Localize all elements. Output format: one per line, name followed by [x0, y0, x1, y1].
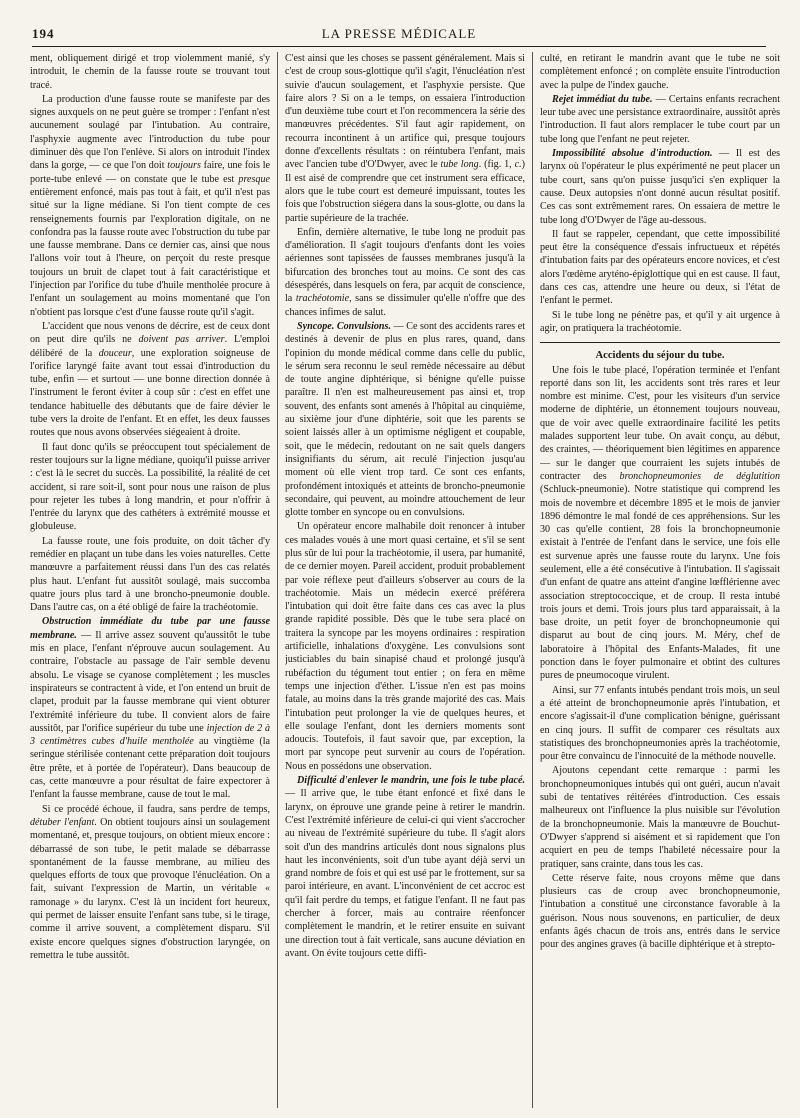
paragraph	[540, 52, 780, 92]
paragraph	[30, 52, 270, 92]
body-text: Cette réserve faite, nous croyons même que dans plusieurs cas de croup avec bronchopneumonie, l'intubation a constitué une circonstance favorable à la guérison. Nous nous souvenons, en particulier, de deux enfants âgés chacun de trois ans, entrés dans le service pour des angines graves (à bacille diphtérique et à strepto-	[540, 872, 780, 951]
body-text: — Il est des larynx où l'opérateur le plus expérimenté ne peut placer un tube court, sans qu'on puisse jusqu'ici s'en expliquer la cause. Deux autopsies n'ont donné aucun résultat positif. Ces cas sont extrêmement rares. On essaiera de mettre le tube long d'O'Dwyer de l'âge au-dessous.	[540, 148, 780, 226]
body-text: ment, obliquement dirigé et trop violemment manié, s'y introduit, le chemin de la fausse route se trouvant tout tracé.	[30, 53, 270, 91]
run-in-heading: Rejet immédiat du tube.	[552, 93, 653, 105]
body-text: — Certains enfants recrachent leur tube avec une persistance extraordinaire, aussitôt après l'introduction. Il faut alors remplacer le tube court par un tube long que l'enfant ne peut rejeter.	[540, 93, 780, 145]
section-heading: Accidents du séjour du tube.	[595, 350, 725, 362]
body-text: Un opérateur encore malhabile doit renoncer à intuber ces malades voués à une mort quasi certaine, et s'il se sent plus sûr de lui pour la trachéotomie, il usera, par humanité, de ce dernier moyen. Pareil accident, produit probablement par voie réflexe peut d'ailleurs s'observer au cours de la trachéotomie. Mais un médecin exercé préférera l'intubation qui doit être faite dans ces cas avec la plus grande rapidité possible. Dès que le tube sera placé on traitera la syncope par les moyens ordinaires : respiration artificielle, inhalations d'oxygène. Les convulsions sont justiciables du bain sinapisé chaud et prolongé jusqu'à rubéfaction du tégument tout entier ; on fera en même temps une injection d'éther. L'issue n'en est pas moins fatale, au moins dans la très grande majorité des cas. Mais l'intubation peut prolonger la vie de quelques heures, et elle soulage l'enfant, dont les derniers moments sont adoucis. Toutefois, il faut savoir que, par exception, la mort par syncope peut survenir au cours de l'opération. Nous en possédons une observation.	[285, 521, 525, 772]
paragraph	[285, 320, 525, 519]
paragraph	[285, 52, 525, 225]
italic-text: toujours	[167, 160, 201, 172]
body-text: (Schluck-pneumonie). Notre statistique qui comprend les mois de novembre et décembre 1895 et le mois de janvier 1896 démontre le mal fondé de ces appréhensions. Sur les 30 cas qu'elle contient, 28 fois la bronchopneumonie existait à l'entrée de l'enfant dans le service, une fois elle est survenue après une fausse route du larynx. Une fois seulement, elle a été consécutive à l'intubation. Il s'agissait d'un enfant de quatre ans atteint d'angine lœfflérienne avec association streptococcique, et de croup. Il resta intubé trois jours et demi. Trois jours plus tard apparaissait, à la base droite, un petit foyer de bronchopneumonie qui disparut au bout de cinq jours. M. Méry, chef de laboratoire à l'hôpital des Enfants-Malades, fit une ponction dans le foyer pulmonaire et obtint des cultures pures de pneumocoque virulent.	[540, 484, 780, 682]
body-text: C'est ainsi que les choses se passent généralement. Mais si c'est de croup sous-glottique qu'il s'agit, l'énucléation n'est suivie d'aucun soulagement, et l'asphyxie persiste. Que faire alors ? Si on a le temps, on essaiera l'introduction d'un deuxième tube court et l'on recommencera la série des manœuvres précédentes. S'il faut agir rapidement, on recourra incontinent à un artifice qui, presque toujours donne d'excellents résultats : on réintubera l'enfant, mais avec l'ancien tube d'O'Dwyer, avec le	[285, 53, 525, 171]
italic-text: bronchopneumonies de déglutition	[619, 470, 780, 482]
italic-text: tube long	[440, 159, 479, 171]
italic-text: douceur	[98, 347, 132, 359]
italic-text: presque	[238, 173, 270, 185]
italic-text: doivent pas arriver	[138, 334, 225, 346]
paragraph	[285, 774, 525, 960]
body-text: Si le tube long ne pénètre pas, et qu'il y ait urgence à agir, on pratiquera la trachéotomie.	[540, 309, 780, 334]
body-text: Ajoutons cependant cette remarque : parmi les bronchopneumoniques intubés qui ont guéri, aucun n'avait subi de tentatives réitérées d'introduction. Ces essais malheureux ont l'influence la plus nuisible sur l'évolution de la bronchopneumonie. Mais la manœuvre de Bouchut-O'Dwyer s'apprend si aisément et si rapidement que l'on acquiert en peu de temps l'habileté nécessaire pour la pratiquer, sans crainte, dans tous les cas.	[540, 765, 780, 870]
paragraph	[30, 615, 270, 801]
paragraph	[30, 93, 270, 319]
body-text: faire, une fois le porte-tube enlevé — on constate que le tube est	[30, 160, 270, 185]
paragraph	[540, 364, 780, 683]
body-text: — Il arrive assez souvent qu'aussitôt le tube mis en place, l'enfant n'éprouve aucun soulagement. Au contraire, l'obstacle au passage de l'air semble devenu absolu. Le visage se cyanose complètement ; les muscles inspirateurs se contractent à vide, et l'on entend un bruit de clapet, produit par la fausse membrane qui vient obturer l'extrémité inférieure du tube. Il convient alors de faire aussitôt, par l'orifice supérieur du tube une	[30, 629, 270, 734]
page-number: 194	[32, 26, 55, 41]
column-divider	[532, 52, 533, 1108]
body-text: . L'emploi délibéré de la	[30, 334, 270, 359]
run-in-heading: Impossibilité absolue d'introduction.	[552, 148, 713, 160]
body-text: au vingtième (la seringue stérilisée contenant cette préparation doit toujours être prête, et à portée de l'opérateur). Dans beaucoup de cas, cette manœuvre a pour résultat de faire expectorer à l'enfant la fausse membrane, cause de tout le mal.	[30, 736, 270, 801]
body-text: entièrement enfoncé, mais pas tout à fait, et qu'il n'est pas situé sur la ligne médiane. Si l'on tient compte de ces renseignements fournis par l'exploration digitale, on ne confondra pas la fausse route avec l'obstruction du tube par une fausse membrane. Dans ce dernier cas, ainsi que nous l'allons voir tout à l'heure, on perçoit du reste presque toujours un bruit de clapet tout à fait caractéristique et l'injection par l'orifice du tube d'huile mentholée procure à l'enfant un soulagement au moins momentané que l'on n'obtient pas lorsque c'est d'une fausse route qu'il s'agit.	[30, 186, 270, 318]
body-text: ) Il est aisé de comprendre que cet instrument sera efficace, alors que le tube court est demeuré impuissant, toutes les fois que l'obstruction siégera dans la sous-glotte, ou dans la partie supérieure de la trachée.	[285, 159, 525, 224]
paragraph	[540, 147, 780, 227]
journal-title: LA PRESSE MÉDICALE	[321, 26, 477, 41]
run-in-heading: Syncope. Convulsions.	[297, 320, 391, 332]
body-text: La fausse route, une fois produite, on doit tâcher d'y remédier en plaçant un tube dans les voies naturelles. Cette manœuvre a parfaitement réussi dans l'un des cas relatés plus haut. L'enfant fut aussitôt soulagé, mais succomba quatre jours plus tard à une broncho-pneumonie double. Dans l'autre cas, on a été obligé de faire la trachéotomie.	[30, 535, 270, 614]
italic-text: injection de 2 à 3 centimètres cubes d'huile mentholée	[30, 722, 270, 748]
paragraph	[30, 803, 270, 963]
text-column-1	[30, 52, 270, 1108]
paragraph	[540, 93, 780, 146]
body-text: Il faut donc qu'ils se préoccupent tout spécialement de rester toujours sur la ligne médiane, quoiqu'il puisse arriver : c'est là le secret du succès. La possibilité, la réalité de cet accident, si rare soit-il, sont pour nous une raison de plus pour rejeter les tubes à long mandrin, et pour n'offrir à l'entrée du larynx que des cathéters à extrémité mousse et globuleuse.	[30, 441, 270, 533]
body-text: L'accident que nous venons de décrire, est de ceux dont on peut dire qu'ils ne	[30, 320, 270, 346]
body-text: Une fois le tube placé, l'opération terminée et l'enfant reporté dans son lit, les accidents sont très rares et leur nombre est minime. C'est, pour les visiteurs d'un service moderne de diphtérie, un étonnement toujours nouveau, que de voir avec quelle extraordinaire facilité les petits malades supportent leur tube. On avait conçu, au début, des craintes, — théoriquement bien légitimes en apparence — sur le danger que courraient les sujets intubés de contracter des	[540, 364, 780, 482]
text-column-3	[540, 52, 780, 1108]
paragraph	[540, 309, 780, 336]
section-rule	[540, 342, 780, 343]
body-text: . On obtient toujours ainsi un soulagement momentané, et, presque toujours, on obtient mieux encore : débarrassé de son tube, le petit malade se débarrasse spontanément de la fausse membrane, au milieu des quelques efforts de toux que provoque l'énucléation. On a fait, suivant l'expression de Martin, un véritable « ramonage » du larynx. C'est là un incident fort heureux, qui permet de laisser ensuite l'enfant sans tube, si le tirage, comme il arrive souvent, a complètement disparu. S'il existe encore quelques signes d'obstruction laryngée, on remettra le tube aussitôt.	[30, 816, 270, 961]
body-text: , une exploration soigneuse de l'orifice laryngé faite avant tout essai d'introduction du tube, enfin — et surtout — une bonne direction donnée à l'instrument le feront éviter à coup sûr : c'est en effet une tendance habituelle des débutants que de faire dévier le tube vers la droite de l'enfant. Et en effet, les deux fausses routes que nous avons observées siégeaient à droite.	[30, 347, 270, 439]
body-text: Enfin, dernière alternative, le tube long ne produit pas d'amélioration. Il s'agit toujours d'enfants dont les voies aériennes sont tapissées de fausses membranes jusqu'à la bifurcation des bronches tout au moins. Ce sont des cas désespérés, dans lesquels on fera, par acquit de conscience, la	[285, 226, 525, 305]
body-text: La production d'une fausse route se manifeste par des signes auxquels on ne peut guère se tromper : l'enfant n'est aucunement soulagé par l'intubation. Au contraire, l'asphyxie augmente avec l'introduction du tube pour diminuer dès que l'on l'enlève. Si alors on introduit l'index dans la gorge, — ce que l'on doit	[30, 93, 270, 172]
page-header	[32, 24, 766, 47]
body-text: Il faut se rappeler, cependant, que cette impossibilité peut être la conséquence d'essais infructueux et répétés d'intubation faits par des opérateurs encore novices, et c'est alors l'œdème aryténo-épiglottique qui en est cause. Il faut, dans ces cas, attendre une heure ou deux, si l'état de l'enfant le permet.	[540, 228, 780, 307]
paragraph	[540, 872, 780, 952]
body-text: — Ce sont des accidents rares et destinés à devenir de plus en plus rares, quand, dans l'opinion du monde médical comme dans celle du public, le sérum sera reconnu le seul remède nécessaire au début de toute angine diphtérique, si bénigne qu'elle puisse paraître. Il n'en est malheureusement pas ainsi et, trop souvent, des enfants sont amenés à l'hôpital au cinquième, au sixième jour d'une diphtérie, soit que les parents se soient laissés aller à un optimisme négligent et coupable, soit, que le médecin, redoutant on ne sait quels dangers insignifiants du sérum, ait reculé l'injection jusqu'au moment où elle vient trop tard. Ce sont ces enfants, profondément intoxiqués et atteints de broncho-pneumonie secondaire, qui peuvent, au moindre attouchement de leur glotte tomber en syncope ou en convulsions.	[285, 320, 525, 519]
paragraph	[30, 535, 270, 615]
body-text: Ainsi, sur 77 enfants intubés pendant trois mois, un seul a été atteint de bronchopneumonie après l'intubation, et encore s'agissait-il d'une complication bénigne, guérissant en cinq jours. Il suffit de comparer ces résultats aux statistiques des bronchopneumonies après la trachéotomie, pour être convaincu de l'innocuité de la méthode nouvelle.	[540, 684, 780, 763]
body-text: . (fig. 1,	[478, 159, 515, 171]
body-text: Si ce procédé échoue, il faudra, sans perdre de temps,	[42, 803, 270, 815]
run-in-heading: Obstruction immédiate du tube par une fausse membrane.	[30, 616, 270, 641]
italic-text: trachéotomie	[295, 293, 350, 305]
paragraph	[285, 226, 525, 319]
italic-text: c.	[514, 159, 522, 171]
paragraph	[540, 764, 780, 870]
column-divider	[277, 52, 278, 1108]
paragraph	[30, 320, 270, 440]
text-column-2	[285, 52, 525, 1108]
paragraph	[540, 684, 780, 764]
run-in-heading: Difficulté d'enlever le mandrin, une fois le tube placé.	[297, 775, 525, 787]
body-text: — Il arrive que, le tube étant enfoncé et fixé dans le larynx, on éprouve une grande peine à retirer le mandrin. C'est l'extrémité inférieure de celui-ci qui vient s'accrocher au niveau de l'extrémité supérieure du tube. Il s'agit alors soit d'un des mandrins articulés dont nous signalons plus haut les inconvénients, soit d'un tube ayant déjà servi un grand nombre de fois et qui est usé par le frottement, sur sa paroi intérieure, en avant. L'inconvénient de cet accroc est qu'il fait perdre du temps, et fatigue l'enfant. Il ne faut pas chercher à forcer, mais au contraire réenfoncer complètement le mandrin, et le retirer ensuite en suivant une direction tout à fait verticale, sans aucune déviation en avant. On évite toujours cette diffi-	[285, 788, 525, 959]
paragraph	[30, 441, 270, 534]
body-text: , sans se dissimuler qu'elle n'offre que des chances infimes de salut.	[285, 293, 525, 318]
paragraph	[540, 228, 780, 308]
body-text: culté, en retirant le mandrin avant que le tube ne soit complètement enfoncé ; on complète ensuite l'introduction avec la pulpe de l'index gauche.	[540, 53, 780, 91]
paragraph	[285, 520, 525, 773]
italic-text: détuber l'enfant	[30, 816, 95, 828]
